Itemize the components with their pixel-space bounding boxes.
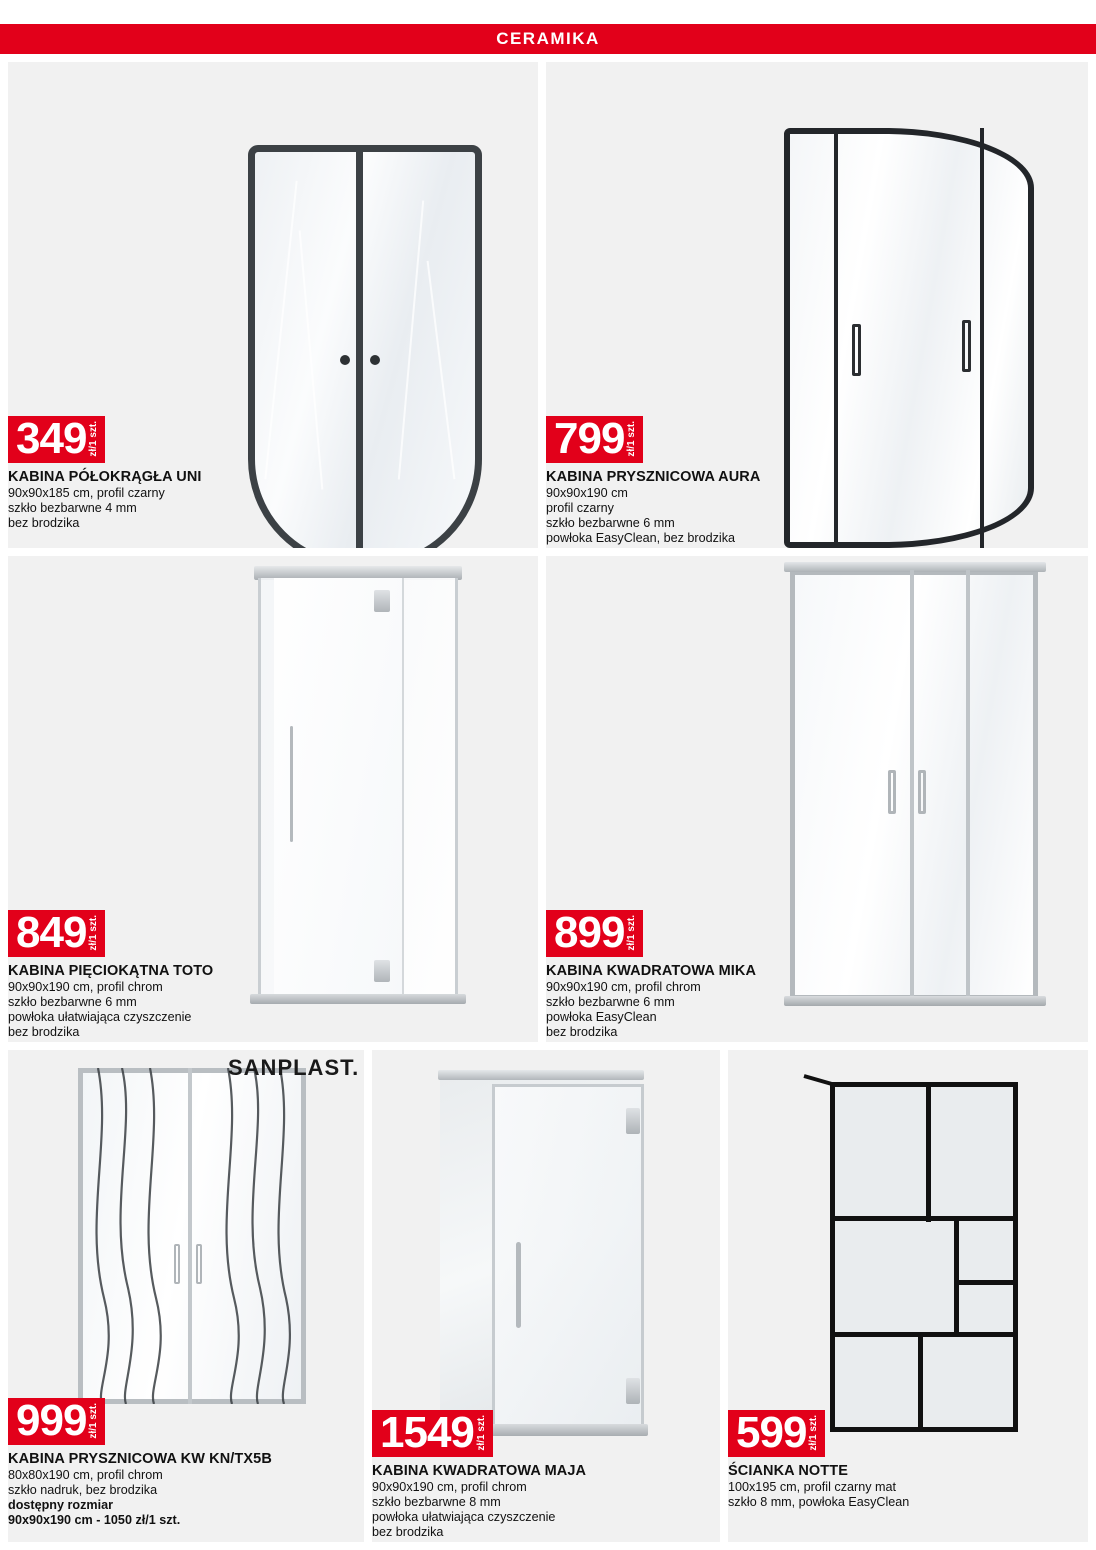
category-banner	[0, 24, 1096, 54]
desc-line: szkło 8 mm, powłoka EasyClean	[728, 1494, 910, 1509]
product-description	[8, 1468, 338, 1527]
desc-line: szkło bezbarwne 6 mm	[8, 994, 137, 1009]
price-amount: 999	[16, 1396, 87, 1445]
price-unit: zł/1 szt.	[88, 1403, 100, 1439]
desc-line: 90x90x185 cm, profil czarny	[8, 486, 165, 500]
product-info-maja	[372, 1410, 702, 1539]
price-unit: zł/1 szt.	[475, 1415, 487, 1451]
price-tag-uni	[8, 416, 105, 463]
desc-line: bez brodzika	[372, 1524, 444, 1539]
shower-wall-notte-image	[808, 1068, 1038, 1458]
product-description	[728, 1480, 1058, 1510]
desc-line: bez brodzika	[8, 1024, 80, 1039]
desc-line-bold: dostępny rozmiar	[8, 1497, 113, 1512]
desc-line: szkło bezbarwne 4 mm	[8, 500, 137, 515]
product-info-uni	[8, 416, 308, 531]
price-tag-kw	[8, 1398, 105, 1445]
price-amount: 349	[16, 414, 87, 463]
price-unit: zł/1 szt.	[808, 1415, 820, 1451]
product-title: KABINA KWADRATOWA MIKA	[546, 963, 757, 979]
product-info-aura	[546, 416, 876, 545]
product-title: KABINA PRYSZNICOWA KW KN/TX5B	[8, 1451, 272, 1467]
desc-line: 90x90x190 cm	[546, 486, 628, 500]
price-unit: zł/1 szt.	[88, 915, 100, 951]
price-amount: 899	[554, 908, 625, 957]
price-amount: 1549	[380, 1408, 474, 1457]
price-tag-mika	[546, 910, 643, 957]
product-title: KABINA PRYSZNICOWA AURA	[546, 469, 761, 485]
product-title: KABINA PIĘCIOKĄTNA TOTO	[8, 963, 214, 979]
shower-cabin-maja-image	[420, 1062, 670, 1454]
product-info-mika	[546, 910, 866, 1039]
price-tag-notte	[728, 1410, 825, 1457]
price-amount: 849	[16, 908, 87, 957]
price-amount: 799	[554, 414, 625, 463]
price-unit: zł/1 szt.	[88, 421, 100, 457]
desc-line: profil czarny	[546, 500, 614, 515]
desc-line: szkło nadruk, bez brodzika	[8, 1482, 158, 1497]
desc-line: szkło bezbarwne 6 mm	[546, 994, 675, 1009]
desc-line: 90x90x190 cm, profil chrom	[372, 1480, 527, 1494]
product-description	[546, 980, 866, 1039]
shower-cabin-kw-kn-tx5b-image	[78, 1068, 328, 1428]
desc-line: powłoka EasyClean, bez brodzika	[546, 530, 736, 545]
price-unit: zł/1 szt.	[626, 421, 638, 457]
desc-line: 90x90x190 cm, profil chrom	[8, 980, 163, 994]
product-title: KABINA PÓŁOKRĄGŁA UNI	[8, 469, 202, 485]
price-unit: zł/1 szt.	[626, 915, 638, 951]
brand-logo-sanplast	[228, 1055, 359, 1081]
product-description	[8, 980, 328, 1039]
desc-line: powłoka ułatwiająca czyszczenie	[372, 1509, 556, 1524]
brand-logo-dot: .	[352, 1055, 360, 1080]
brand-logo-text: SANPLAST	[228, 1055, 353, 1080]
desc-line: bez brodzika	[546, 1024, 618, 1039]
product-description	[372, 1480, 702, 1539]
desc-line: powłoka ułatwiająca czyszczenie	[8, 1009, 192, 1024]
desc-line-bold: 90x90x190 cm - 1050 zł/1 szt.	[8, 1512, 181, 1527]
price-tag-aura	[546, 416, 643, 463]
product-info-kw	[8, 1398, 338, 1527]
desc-line: 100x195 cm, profil czarny mat	[728, 1480, 896, 1494]
desc-line: powłoka EasyClean	[546, 1009, 657, 1024]
product-description	[546, 486, 876, 545]
product-title: KABINA KWADRATOWA MAJA	[372, 1463, 587, 1479]
desc-line: szkło bezbarwne 8 mm	[372, 1494, 501, 1509]
desc-line: 80x80x190 cm, profil chrom	[8, 1468, 163, 1482]
price-tag-toto	[8, 910, 105, 957]
desc-line: bez brodzika	[8, 515, 80, 530]
desc-line: 90x90x190 cm, profil chrom	[546, 980, 701, 994]
category-title: CERAMIKA	[496, 29, 600, 48]
product-info-notte	[728, 1410, 1058, 1510]
product-title: ŚCIANKA NOTTE	[728, 1463, 848, 1479]
desc-line: szkło bezbarwne 6 mm	[546, 515, 675, 530]
price-tag-maja	[372, 1410, 493, 1457]
product-description	[8, 486, 308, 531]
product-info-toto	[8, 910, 328, 1039]
price-amount: 599	[736, 1408, 807, 1457]
